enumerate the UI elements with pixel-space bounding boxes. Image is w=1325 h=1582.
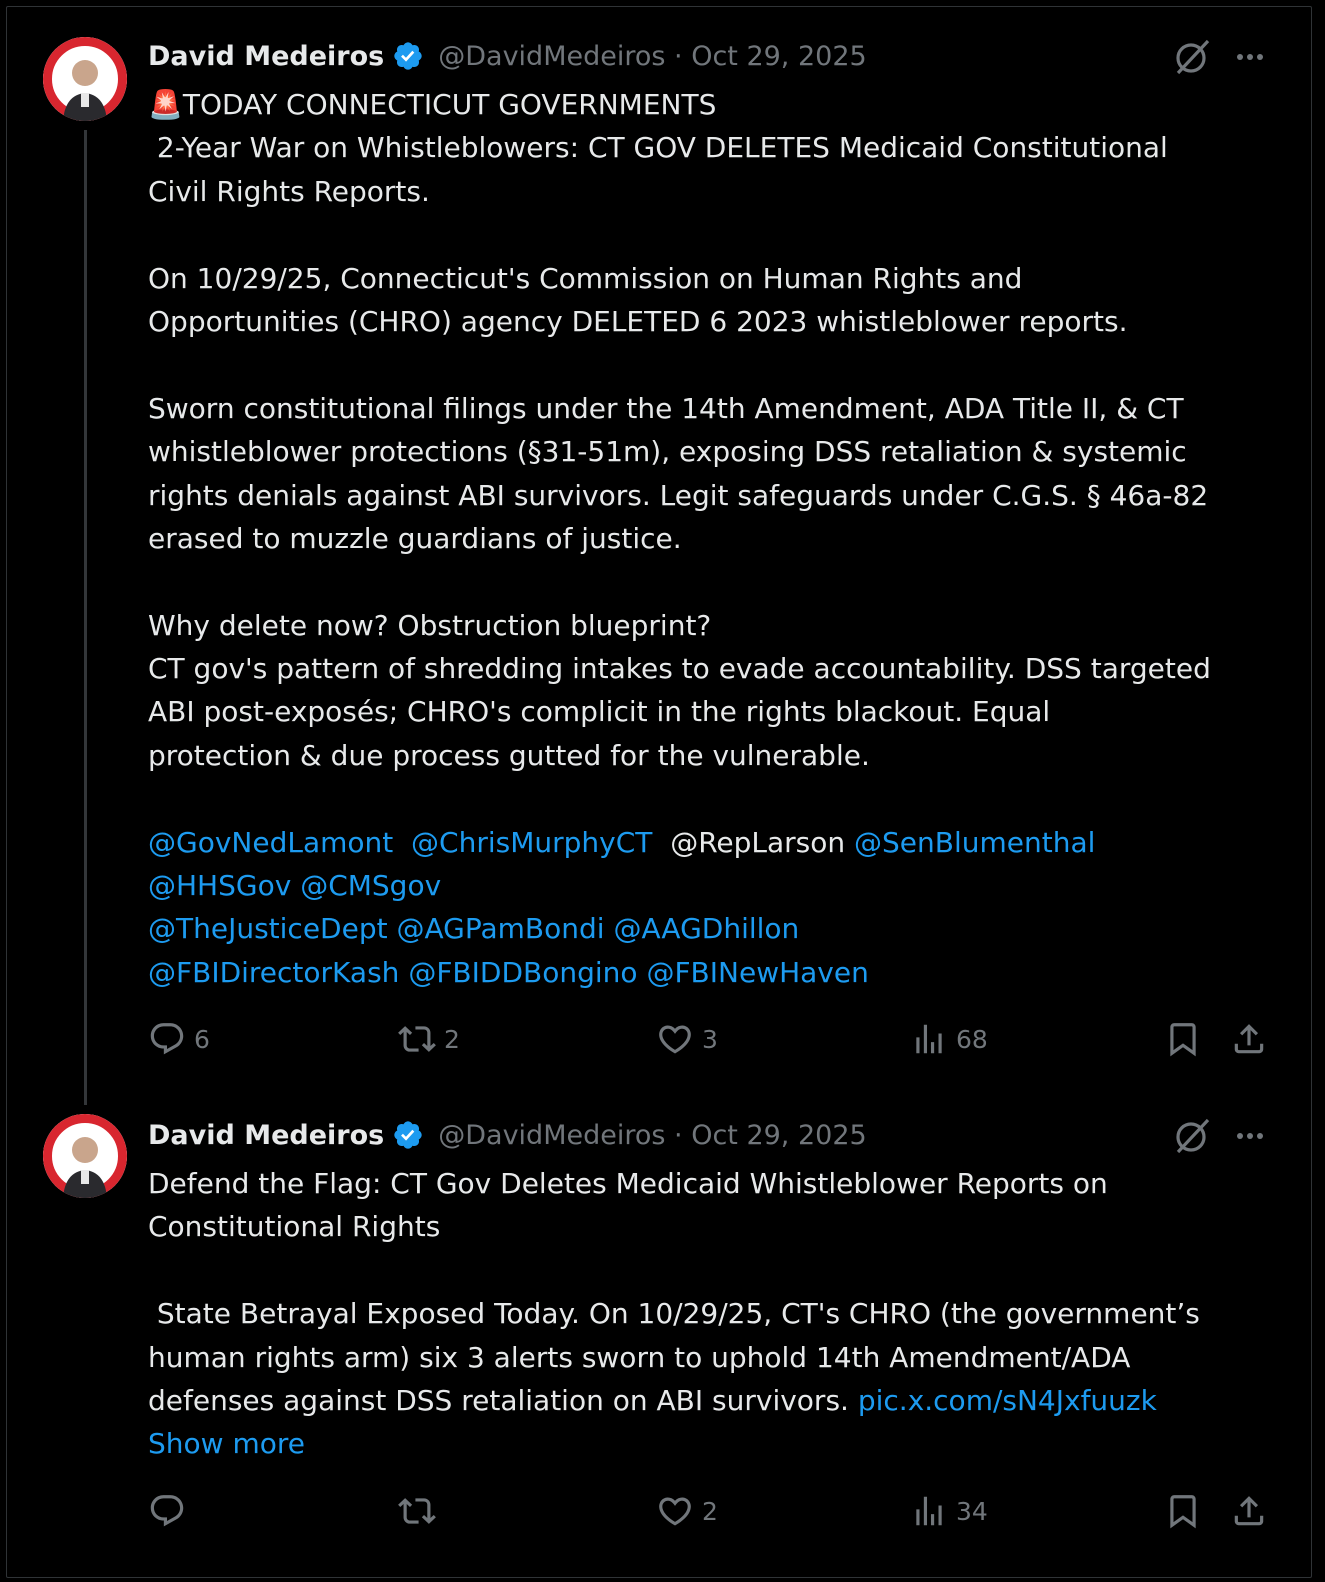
text-run: human rights arm) six 3 alerts sworn to uphold 14th Amendment/ADA: [148, 1340, 1131, 1374]
tweet-text-line: [148, 1292, 1288, 1335]
tweet-text-line: [148, 1336, 1288, 1379]
like-count: 2: [702, 1496, 718, 1526]
mention-link[interactable]: @FBIDDBongino: [408, 955, 638, 989]
media-link[interactable]: pic.x.com/sN4Jxfuuzk: [857, 1383, 1157, 1417]
bookmark-button[interactable]: [1164, 1492, 1202, 1530]
author-name[interactable]: David Medeiros: [148, 1119, 385, 1151]
text-run: erased to muzzle guardians of justice.: [148, 521, 682, 555]
like-button[interactable]: [656, 1492, 718, 1530]
mention-link[interactable]: @SenBlumenthal: [854, 825, 1096, 859]
more-icon[interactable]: [1230, 1116, 1270, 1156]
author-handle-date[interactable]: @DavidMedeiros · Oct 29, 2025: [438, 1119, 867, 1151]
share-icon: [1230, 1492, 1268, 1530]
reply-icon: [148, 1492, 186, 1530]
tweet-text-line: [148, 1205, 1288, 1248]
tweet-header: [148, 1115, 867, 1155]
mention-link[interactable]: @AGPamBondi: [396, 912, 605, 946]
text-run: On 10/29/25, Connecticut's Commission on Human Rights and: [148, 261, 1023, 295]
repost-count: 2: [444, 1024, 460, 1054]
text-run: Why delete now? Obstruction blueprint?: [148, 608, 712, 642]
reply-button[interactable]: [148, 1492, 194, 1530]
views-button[interactable]: [910, 1492, 988, 1530]
mention-link[interactable]: @AAGDhillon: [613, 912, 800, 946]
mention-link[interactable]: @TheJusticeDept: [148, 912, 388, 946]
repost-button[interactable]: [398, 1492, 444, 1530]
text-run: Sworn constitutional filings under the 14th Amendment, ADA Title II, & CT: [148, 391, 1184, 425]
tweet-text: [148, 1162, 1288, 1466]
tweet-text-line: [148, 1249, 1288, 1292]
text-run: Defend the Flag: CT Gov Deletes Medicaid Whistleblower Reports on: [148, 1167, 1108, 1200]
show-more-link[interactable]: Show more: [148, 1427, 305, 1461]
bookmark-icon: [1164, 1492, 1202, 1530]
text-run: 🚨TODAY CONNECTICUT GOVERNMENTS: [148, 88, 717, 121]
grok-icon[interactable]: [1170, 1114, 1214, 1158]
text-run: protection & due process gutted for the vulnerable.: [148, 738, 870, 772]
text-run: CT gov's pattern of shredding intakes to evade accountability. DSS targeted: [148, 652, 1211, 686]
author-name[interactable]: David Medeiros: [148, 40, 385, 72]
text-run: rights denials against ABI survivors. Legit safeguards under C.G.S. § 46a-82: [148, 478, 1209, 512]
text-run: Opportunities (CHRO) agency DELETED 6 2023 whistleblower reports.: [148, 304, 1128, 338]
like-count: 3: [702, 1024, 718, 1054]
text-run: Civil Rights Reports.: [148, 174, 430, 208]
tweet-text-line: [148, 1379, 1288, 1422]
mention-link[interactable]: @HHSGov: [148, 869, 292, 903]
text-run: @RepLarson: [652, 825, 855, 859]
text-run: whistleblower protections (§31-51m), exposing DSS retaliation & systemic: [148, 435, 1187, 469]
mention-link[interactable]: @GovNedLamont: [148, 825, 394, 859]
verified-badge-icon: [392, 1119, 424, 1151]
mention-link[interactable]: @FBIDirectorKash: [148, 955, 400, 989]
view-count: 34: [956, 1496, 988, 1526]
mention-link[interactable]: @FBINewHaven: [646, 955, 869, 989]
action-bar: [148, 1492, 1278, 1536]
text-run: ABI post-exposés; CHRO's complicit in the rights blackout. Equal: [148, 695, 1051, 729]
views-icon: [910, 1492, 948, 1530]
mention-link[interactable]: @ChrisMurphyCT: [411, 825, 653, 859]
repost-icon: [398, 1492, 436, 1530]
share-button[interactable]: [1230, 1492, 1268, 1530]
tweet-text-line: [148, 1162, 1288, 1205]
like-icon: [656, 1492, 694, 1530]
author-handle-date[interactable]: @DavidMedeiros · Oct 29, 2025: [438, 40, 867, 72]
tweet-text-line: [148, 1422, 1288, 1465]
text-run: Constitutional Rights: [148, 1210, 441, 1244]
author-avatar[interactable]: [43, 1114, 127, 1198]
mention-link[interactable]: @CMSgov: [300, 869, 442, 903]
view-count: 68: [956, 1024, 988, 1054]
text-run: defenses against DSS retaliation on ABI survivors.: [148, 1383, 858, 1417]
text-run: State Betrayal Exposed Today. On 10/29/25, CT's CHRO (the government’s: [148, 1297, 1200, 1331]
text-run: 2-Year War on Whistleblowers: CT GOV DELETES Medicaid Constitutional: [148, 131, 1168, 165]
reply-count: 6: [194, 1024, 210, 1054]
